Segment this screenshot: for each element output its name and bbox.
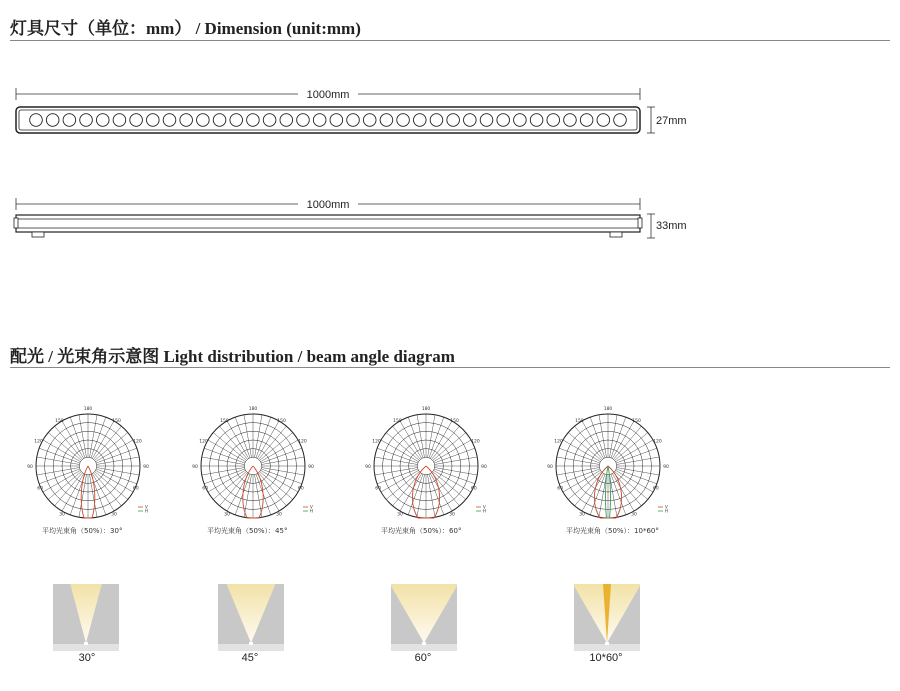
polar-angle-label: 30 bbox=[224, 512, 230, 518]
polar-angle-label: 30 bbox=[631, 512, 637, 518]
polar-angle-label: 30 bbox=[111, 512, 117, 518]
polar-angle-label: 60 bbox=[470, 486, 477, 492]
polar-angle-label: 120 bbox=[554, 439, 563, 445]
polar-angle-label: 120 bbox=[372, 439, 381, 445]
polar-caption: 平均光束角（50%）：10*60° bbox=[566, 527, 659, 535]
led-circle bbox=[297, 114, 310, 127]
led-circle bbox=[614, 114, 627, 127]
polar-angle-label: 120 bbox=[471, 439, 480, 445]
polar-angle-label: 90 bbox=[27, 465, 33, 470]
led-circle bbox=[180, 114, 193, 127]
polar-angle-label: 60 bbox=[297, 486, 304, 492]
top-view-bar bbox=[16, 107, 640, 133]
light-section-title: 配光 / 光束角示意图 Light distribution / beam angle diagram bbox=[10, 347, 455, 366]
legend-h: H bbox=[483, 508, 487, 514]
led-circle bbox=[46, 114, 59, 127]
led-circle bbox=[547, 114, 560, 127]
beam-illustration bbox=[391, 584, 457, 651]
led-circle bbox=[580, 114, 593, 127]
polar-angle-label: 60 bbox=[652, 486, 659, 492]
led-circle bbox=[213, 114, 226, 127]
polar-diagram bbox=[543, 401, 673, 531]
legend-h: H bbox=[665, 508, 669, 514]
beam-label: 30° bbox=[78, 652, 96, 664]
legend-h: H bbox=[145, 508, 149, 514]
polar-angle-label: 150 bbox=[112, 418, 121, 424]
led-circle bbox=[530, 114, 543, 127]
led-circle bbox=[197, 114, 210, 127]
dimension-section-title: 灯具尺寸（单位：mm） / Dimension (unit:mm) bbox=[10, 19, 361, 38]
led-circle bbox=[230, 114, 243, 127]
polar-angle-label: 180 bbox=[603, 407, 613, 412]
polar-angle-label: 90 bbox=[481, 465, 487, 470]
led-circle bbox=[380, 114, 393, 127]
beam-label: 60° bbox=[414, 652, 432, 664]
led-circle bbox=[514, 114, 527, 127]
led-circle bbox=[397, 114, 410, 127]
led-circle bbox=[480, 114, 493, 127]
polar-angle-label: 150 bbox=[393, 418, 402, 424]
led-circle bbox=[330, 114, 343, 127]
legend-v: V bbox=[665, 504, 668, 510]
polar-angle-label: 90 bbox=[192, 465, 198, 470]
led-circle bbox=[247, 114, 260, 127]
led-circle bbox=[163, 114, 176, 127]
led-circle bbox=[263, 114, 276, 127]
led-circle bbox=[597, 114, 610, 127]
led-circle bbox=[347, 114, 360, 127]
beam-label: 45° bbox=[241, 652, 259, 664]
beam-illustration bbox=[574, 584, 640, 651]
polar-angle-label: 60 bbox=[202, 486, 209, 492]
polar-angle-label: 30 bbox=[59, 512, 65, 518]
polar-angle-label: 60 bbox=[375, 486, 382, 492]
led-circle bbox=[430, 114, 443, 127]
polar-angle-label: 150 bbox=[632, 418, 641, 424]
polar-caption: 平均光束角（50%）：60° bbox=[381, 527, 462, 535]
polar-angle-label: 60 bbox=[132, 486, 139, 492]
polar-angle-label: 60 bbox=[37, 486, 44, 492]
led-circle bbox=[413, 114, 426, 127]
polar-angle-label: 150 bbox=[277, 418, 286, 424]
led-circle bbox=[130, 114, 143, 127]
top-length-label: 1000mm bbox=[306, 89, 350, 101]
beam-label: 10*60° bbox=[589, 652, 623, 664]
legend-h: H bbox=[310, 508, 314, 514]
polar-angle-label: 90 bbox=[663, 465, 669, 470]
dimension-drawing bbox=[0, 60, 900, 320]
polar-angle-label: 150 bbox=[450, 418, 459, 424]
polar-caption: 平均光束角（50%）：45° bbox=[207, 527, 288, 535]
polar-angle-label: 120 bbox=[298, 439, 307, 445]
led-circle bbox=[80, 114, 93, 127]
polar-angle-label: 180 bbox=[248, 407, 258, 412]
polar-diagram bbox=[23, 401, 153, 531]
side-height-label: 33mm bbox=[656, 220, 687, 232]
section-divider bbox=[10, 367, 890, 368]
polar-angle-label: 120 bbox=[199, 439, 208, 445]
led-circle bbox=[30, 114, 43, 127]
polar-caption: 平均光束角（50%）：30° bbox=[42, 527, 123, 535]
polar-angle-label: 90 bbox=[547, 465, 553, 470]
polar-angle-label: 150 bbox=[220, 418, 229, 424]
beam-illustration bbox=[218, 584, 284, 651]
polar-angle-label: 150 bbox=[575, 418, 584, 424]
led-circle bbox=[464, 114, 477, 127]
polar-angle-label: 30 bbox=[276, 512, 282, 518]
polar-angle-label: 60 bbox=[557, 486, 564, 492]
side-view-bar bbox=[14, 215, 642, 237]
polar-angle-label: 120 bbox=[653, 439, 662, 445]
polar-angle-label: 30 bbox=[579, 512, 585, 518]
polar-angle-label: 120 bbox=[34, 439, 43, 445]
legend-v: V bbox=[483, 504, 486, 510]
side-length-label: 1000mm bbox=[306, 199, 350, 211]
led-circle bbox=[113, 114, 126, 127]
led-circle bbox=[147, 114, 160, 127]
led-circle bbox=[313, 114, 326, 127]
beam-illustration bbox=[53, 584, 119, 651]
polar-angle-label: 120 bbox=[133, 439, 142, 445]
polar-angle-label: 90 bbox=[143, 465, 149, 470]
legend-v: V bbox=[310, 504, 313, 510]
polar-angle-label: 90 bbox=[308, 465, 314, 470]
polar-angle-label: 180 bbox=[83, 407, 93, 412]
led-circle bbox=[447, 114, 460, 127]
led-circle bbox=[96, 114, 109, 127]
led-circle bbox=[363, 114, 376, 127]
polar-angle-label: 30 bbox=[449, 512, 455, 518]
section-divider bbox=[10, 40, 890, 41]
led-circle bbox=[564, 114, 577, 127]
polar-diagram bbox=[361, 401, 491, 531]
polar-angle-label: 150 bbox=[55, 418, 64, 424]
polar-angle-label: 180 bbox=[421, 407, 431, 412]
top-height-label: 27mm bbox=[656, 115, 687, 127]
led-circle bbox=[63, 114, 76, 127]
led-circle bbox=[280, 114, 293, 127]
polar-angle-label: 30 bbox=[397, 512, 403, 518]
polar-angle-label: 90 bbox=[365, 465, 371, 470]
led-circle bbox=[497, 114, 510, 127]
polar-diagram bbox=[188, 401, 318, 531]
legend-v: V bbox=[145, 504, 148, 510]
